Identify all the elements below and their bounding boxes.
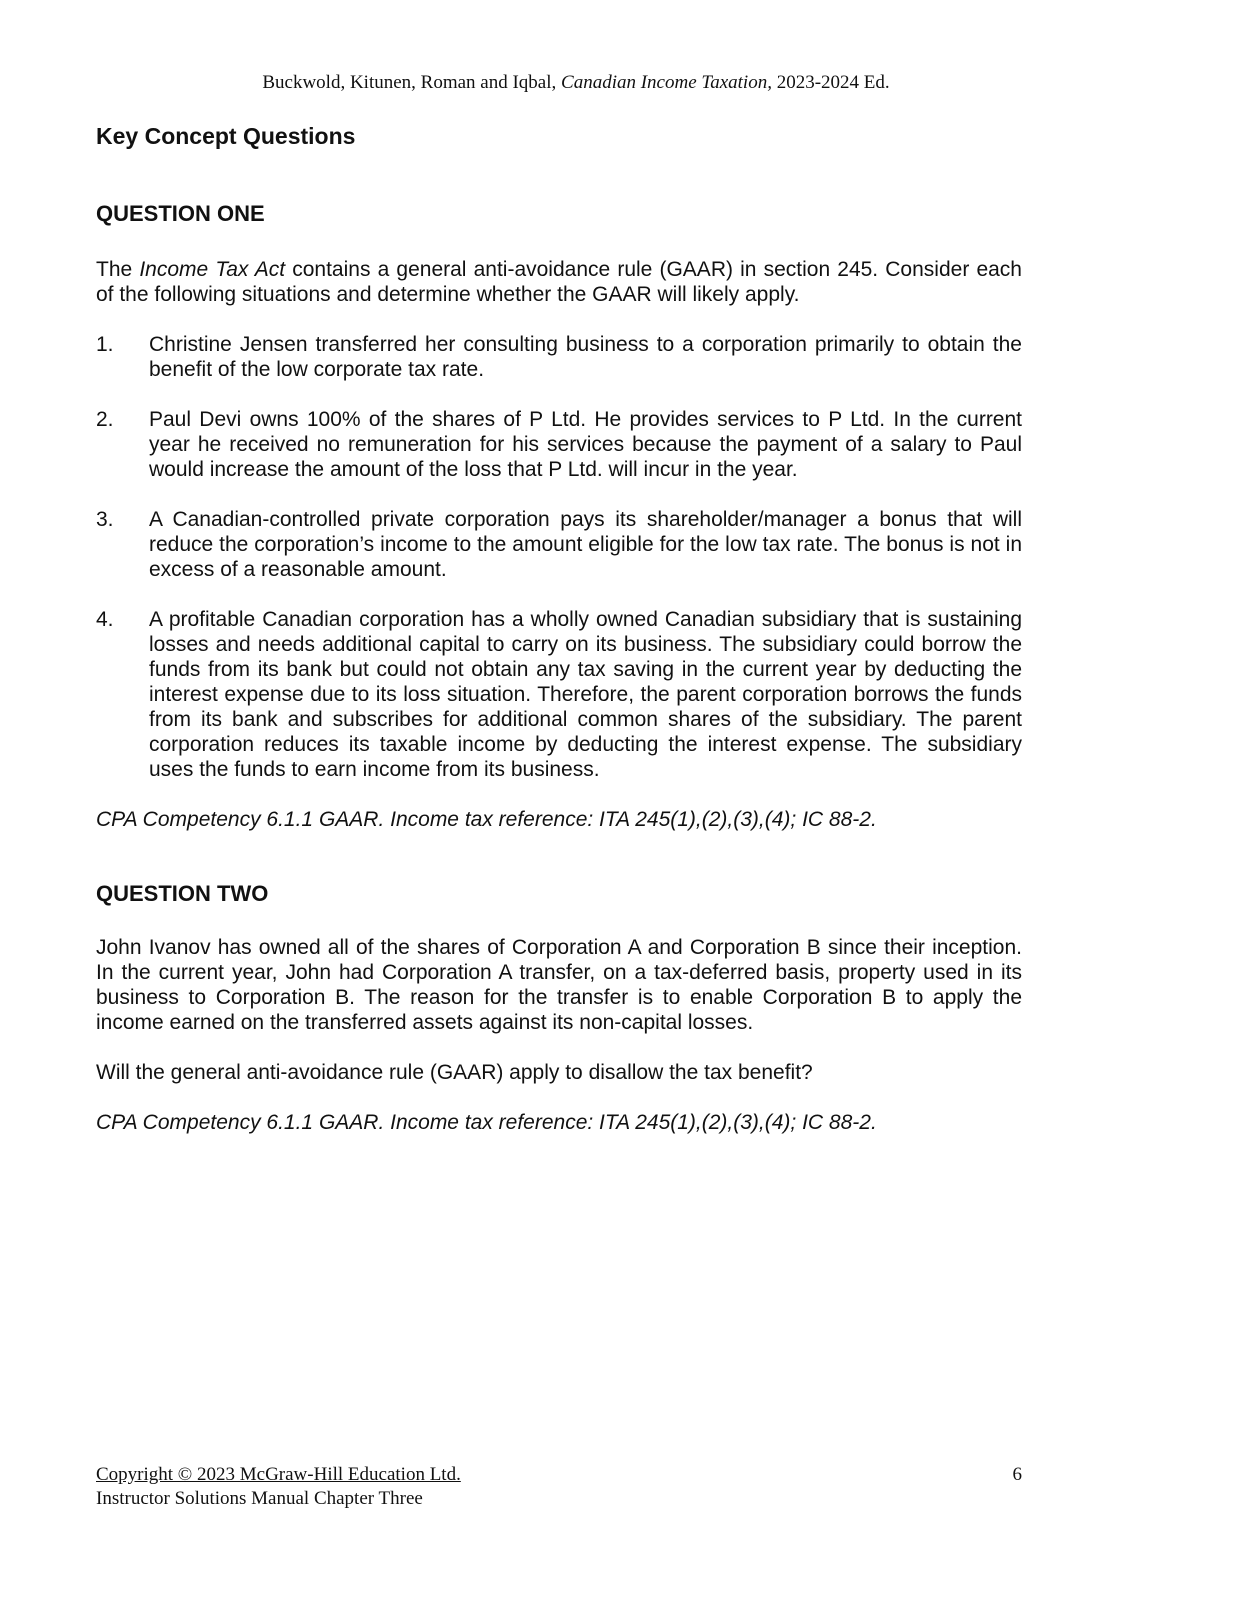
question-two-reference: CPA Competency 6.1.1 GAAR. Income tax reference: ITA 245(1),(2),(3),(4); IC 88-2. bbox=[96, 1111, 877, 1134]
list-item bbox=[96, 332, 1022, 382]
page-number: 6 bbox=[1012, 1464, 1022, 1485]
question-two-question: Will the general anti-avoidance rule (GAAR) apply to disallow the tax benefit? bbox=[96, 1061, 813, 1084]
intro-text-before: The bbox=[96, 258, 140, 281]
item-number: 4. bbox=[96, 608, 114, 631]
footer-manual-title: Instructor Solutions Manual Chapter Three bbox=[96, 1488, 423, 1509]
intro-act-name: Income Tax Act bbox=[139, 258, 286, 281]
question-two-body: John Ivanov has owned all of the shares of Corporation A and Corporation B since their inception. In the current year, John had Corporation A transfer, on a tax-deferred basis, property used in its business to Corporation B. The reason for the transfer is to enable Corporation B to apply the income earned on the transferred assets against its non-capital losses. bbox=[96, 936, 1022, 1034]
question-two-heading: QUESTION TWO bbox=[96, 881, 269, 906]
page-footer bbox=[96, 1463, 1022, 1511]
item-text: Christine Jensen transferred her consulting business to a corporation primarily to obtain the benefit of the low corporate tax rate. bbox=[149, 333, 1022, 381]
question-one-reference: CPA Competency 6.1.1 GAAR. Income tax reference: ITA 245(1),(2),(3),(4); IC 88-2. bbox=[96, 808, 877, 831]
footer-copyright: Copyright © 2023 McGraw-Hill Education Ltd. bbox=[96, 1464, 461, 1485]
header-edition: 2023-2024 Ed. bbox=[771, 72, 890, 93]
intro-text-after: contains a general anti-avoidance rule (GAAR) in section 245. Consider each of the following situations and determine whether the GAAR will likely apply. bbox=[96, 258, 1022, 306]
header-book-title: Canadian Income Taxation, bbox=[561, 72, 772, 93]
section-title: Key Concept Questions bbox=[96, 123, 356, 149]
item-number: 1. bbox=[96, 333, 114, 356]
item-text: A profitable Canadian corporation has a wholly owned Canadian subsidiary that is sustaining losses and needs additional capital to carry on its business. The subsidiary could borrow the funds from its bank but could not obtain any tax saving in the current year by deducting the interest expense due to its loss situation. Therefore, the parent corporation borrows the funds from its bank and subscribes for additional common shares of the subsidiary. The parent corporation reduces its taxable income by deducting the interest expense. The subsidiary uses the funds to earn income from its business. bbox=[149, 608, 1022, 781]
item-number: 3. bbox=[96, 508, 114, 531]
item-number: 2. bbox=[96, 408, 114, 431]
list-item bbox=[96, 607, 1022, 782]
question-one-heading: QUESTION ONE bbox=[96, 201, 265, 226]
list-item bbox=[96, 507, 1022, 582]
item-text: Paul Devi owns 100% of the shares of P Ltd. He provides services to P Ltd. In the current year he received no remuneration for his services because the payment of a salary to Paul would increase the amount of the loss that P Ltd. will incur in the year. bbox=[149, 408, 1022, 481]
list-item bbox=[96, 407, 1022, 482]
item-text: A Canadian-controlled private corporation pays its shareholder/manager a bonus that will reduce the corporation’s income to the amount eligible for the low tax rate. The bonus is not in excess of a reasonable amount. bbox=[149, 508, 1022, 581]
main-content bbox=[96, 122, 1022, 1135]
question-one-intro bbox=[96, 257, 1022, 307]
running-header bbox=[0, 72, 1152, 94]
header-authors: Buckwold, Kitunen, Roman and Iqbal, bbox=[262, 72, 562, 93]
situation-list bbox=[96, 332, 1022, 782]
